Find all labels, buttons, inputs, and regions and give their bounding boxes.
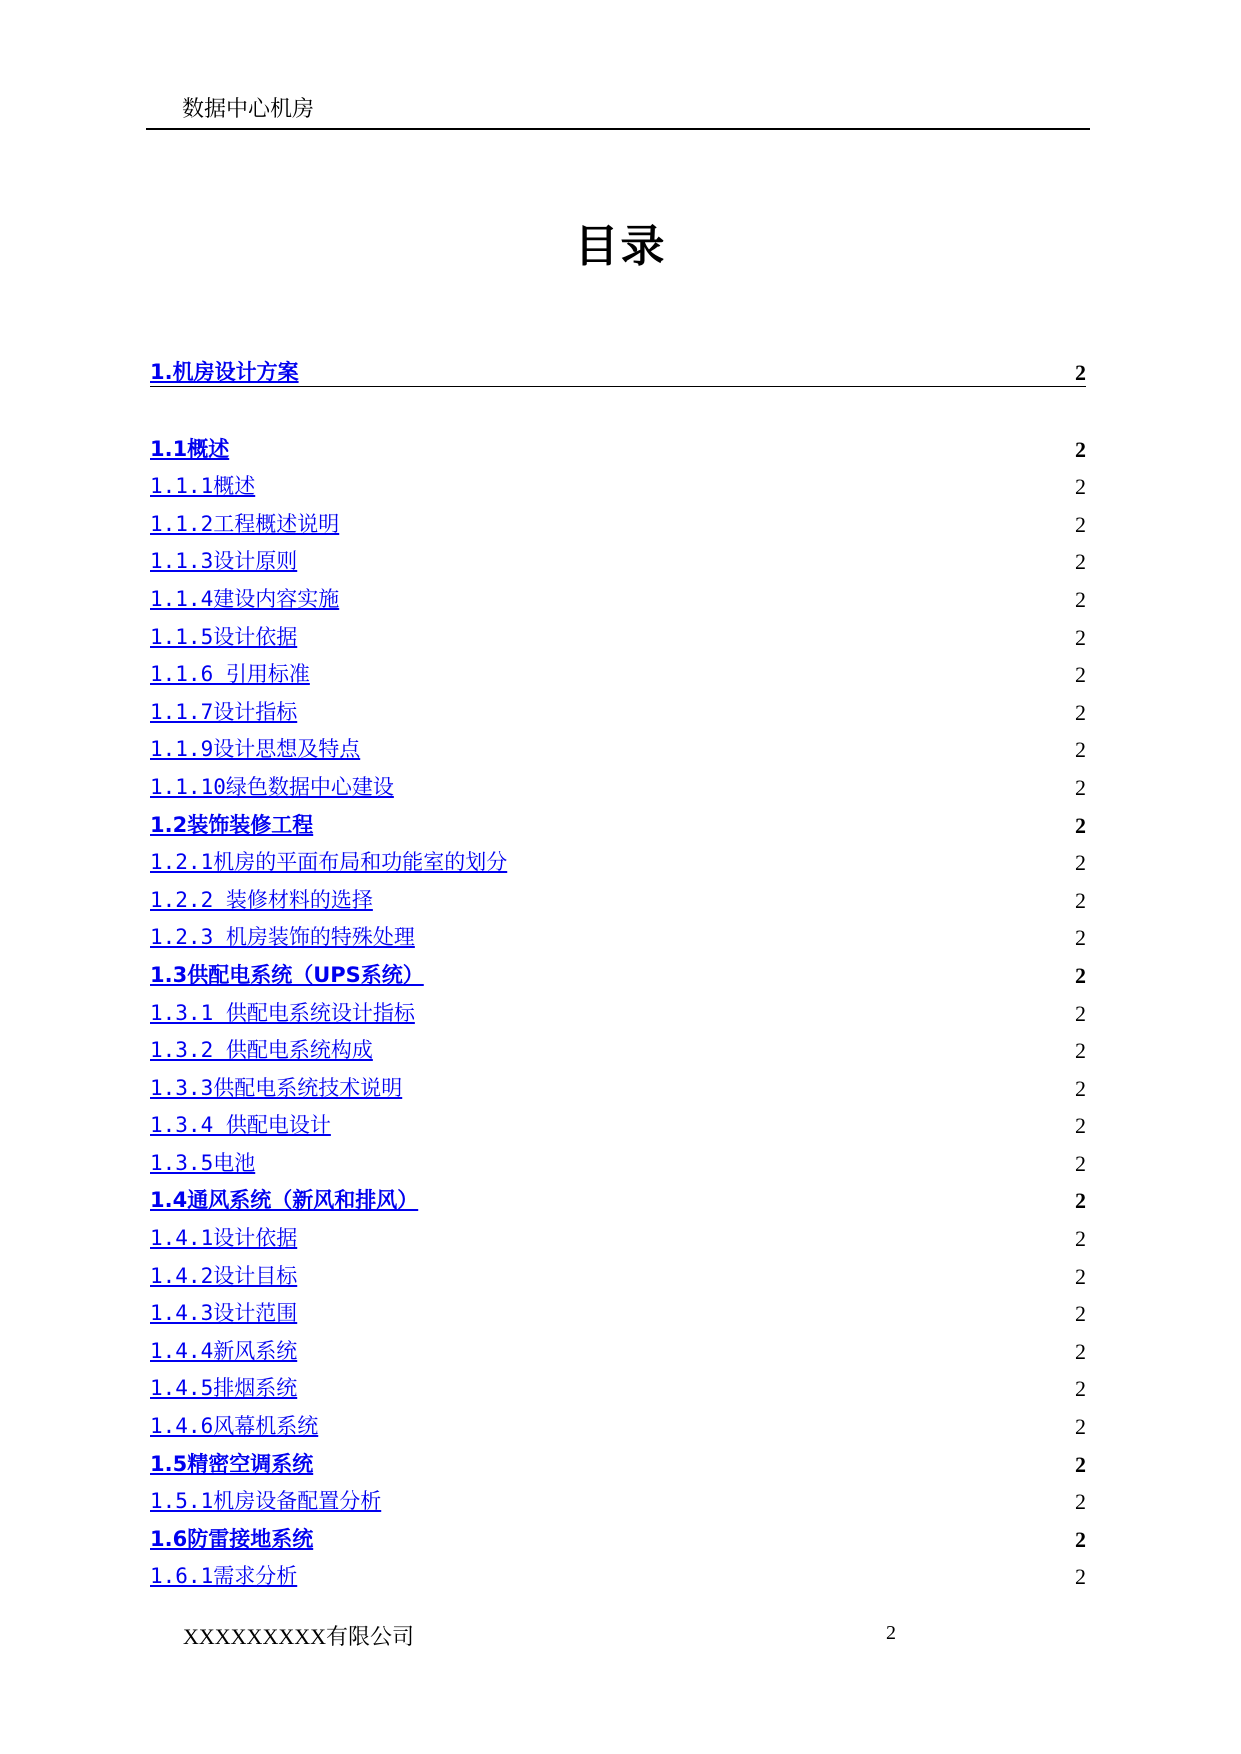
toc-entry-page: 2 [1075, 1376, 1086, 1402]
toc-entry[interactable] [150, 1371, 1086, 1409]
toc-entry-page: 2 [1075, 1263, 1086, 1289]
toc-entry-link[interactable]: 1.4通风系统（新风和排风） [150, 1188, 419, 1213]
toc-entry[interactable] [150, 619, 1086, 657]
toc-entry-link[interactable]: 1.3.1 供配电系统设计指标 [150, 1000, 415, 1025]
toc-entry[interactable] [150, 358, 1086, 387]
toc-entry-link[interactable]: 1.4.6风幕机系统 [150, 1414, 319, 1439]
toc-entry-link[interactable]: 1.4.3设计范围 [150, 1301, 298, 1326]
toc-entry[interactable] [150, 920, 1086, 958]
toc-entry-link[interactable]: 1.机房设计方案 [150, 360, 299, 384]
toc-entry[interactable] [150, 469, 1086, 507]
toc-entry-link[interactable]: 1.1.4建设内容实施 [150, 586, 340, 611]
toc-entry[interactable] [150, 957, 1086, 995]
toc-entry[interactable] [150, 431, 1086, 469]
toc-entry[interactable] [150, 845, 1086, 883]
toc-entry-page: 2 [1075, 1000, 1086, 1026]
toc-entry-page: 2 [1075, 360, 1086, 385]
toc-entry-page: 2 [1075, 662, 1086, 688]
toc-entry[interactable] [150, 1559, 1086, 1597]
toc-entry-link[interactable]: 1.1.5设计依据 [150, 624, 298, 649]
toc-entry[interactable] [150, 1108, 1086, 1146]
toc-entry-link[interactable]: 1.2.1机房的平面布局和功能室的划分 [150, 850, 508, 875]
toc-entry-link[interactable]: 1.1.1概述 [150, 474, 256, 499]
toc-entry-page: 2 [1075, 962, 1086, 988]
toc-entry-page: 2 [1075, 1150, 1086, 1176]
toc-entry[interactable] [150, 1033, 1086, 1071]
toc-entry-link[interactable]: 1.2.3 机房装饰的特殊处理 [150, 925, 415, 950]
toc-entry-link[interactable]: 1.3.4 供配电设计 [150, 1113, 331, 1138]
table-of-contents [150, 358, 1086, 1596]
page-header [146, 88, 1090, 130]
toc-entry-link[interactable]: 1.4.5排烟系统 [150, 1376, 298, 1401]
toc-entry-page: 2 [1075, 1188, 1086, 1214]
toc-entry[interactable] [150, 769, 1086, 807]
toc-entry-page: 2 [1075, 887, 1086, 913]
toc-entry-link[interactable]: 1.5.1机房设备配置分析 [150, 1489, 382, 1514]
toc-entry-page: 2 [1075, 436, 1086, 462]
toc-entry[interactable] [150, 544, 1086, 582]
toc-entry-link[interactable]: 1.3.5电池 [150, 1150, 256, 1175]
toc-entry-link[interactable]: 1.6.1需求分析 [150, 1564, 298, 1589]
toc-entry-link[interactable]: 1.1.2工程概述说明 [150, 511, 340, 536]
toc-entry-page: 2 [1075, 737, 1086, 763]
toc-entry-page: 2 [1075, 1075, 1086, 1101]
toc-entry-page: 2 [1075, 1338, 1086, 1364]
toc-entry[interactable] [150, 1070, 1086, 1108]
toc-entry-link[interactable]: 1.1.3设计原则 [150, 549, 298, 574]
toc-entry-page: 2 [1075, 1564, 1086, 1590]
toc-entry-page: 2 [1075, 1113, 1086, 1139]
toc-entry-page: 2 [1075, 1226, 1086, 1252]
toc-entry-link[interactable]: 1.1.7设计指标 [150, 699, 298, 724]
toc-entry[interactable] [150, 1183, 1086, 1221]
toc-entry-link[interactable]: 1.4.1设计依据 [150, 1226, 298, 1251]
footer-company: XXXXXXXXX有限公司 [183, 1624, 414, 1649]
toc-entry[interactable] [150, 882, 1086, 920]
toc-entry-page: 2 [1075, 624, 1086, 650]
toc-entry-link[interactable]: 1.2装饰装修工程 [150, 812, 314, 837]
toc-entry-page: 2 [1075, 812, 1086, 838]
toc-entry-link[interactable]: 1.1.10绿色数据中心建设 [150, 774, 394, 799]
toc-entry[interactable] [150, 995, 1086, 1033]
toc-entry[interactable] [150, 1145, 1086, 1183]
toc-entry[interactable] [150, 1521, 1086, 1559]
toc-entry-page: 2 [1075, 586, 1086, 612]
toc-entry[interactable] [150, 694, 1086, 732]
toc-entry-link[interactable]: 1.3.3供配电系统技术说明 [150, 1075, 403, 1100]
toc-entry-link[interactable]: 1.2.2 装修材料的选择 [150, 887, 373, 912]
toc-entry-page: 2 [1075, 1301, 1086, 1327]
toc-entry[interactable] [150, 1446, 1086, 1484]
toc-entry-page: 2 [1075, 699, 1086, 725]
toc-entry-page: 2 [1075, 925, 1086, 951]
toc-entry-link[interactable]: 1.6防雷接地系统 [150, 1526, 314, 1551]
toc-entry[interactable] [150, 1484, 1086, 1522]
toc-entry-link[interactable]: 1.5精密空调系统 [150, 1451, 314, 1476]
toc-entry-link[interactable]: 1.1.6 引用标准 [150, 662, 310, 687]
toc-entry[interactable] [150, 1220, 1086, 1258]
toc-entry-page: 2 [1075, 1489, 1086, 1515]
toc-entry-page: 2 [1075, 850, 1086, 876]
toc-entry-page: 2 [1075, 549, 1086, 575]
toc-entry[interactable] [150, 1258, 1086, 1296]
toc-entry-page: 2 [1075, 511, 1086, 537]
toc-entry-link[interactable]: 1.4.4新风系统 [150, 1338, 298, 1363]
toc-entry-page: 2 [1075, 1038, 1086, 1064]
toc-entry[interactable] [150, 657, 1086, 695]
toc-entry[interactable] [150, 807, 1086, 845]
header-title: 数据中心机房 [182, 97, 315, 122]
toc-entry-page: 2 [1075, 474, 1086, 500]
toc-entry-page: 2 [1075, 1451, 1086, 1477]
toc-entry-page: 2 [1075, 1526, 1086, 1552]
toc-entry-link[interactable]: 1.1.9设计思想及特点 [150, 737, 361, 762]
toc-entry[interactable] [150, 732, 1086, 770]
footer-page-number: 2 [886, 1622, 896, 1644]
toc-entry[interactable] [150, 581, 1086, 619]
toc-entry[interactable] [150, 1296, 1086, 1334]
toc-entry-link[interactable]: 1.1概述 [150, 436, 230, 461]
toc-entry[interactable] [150, 506, 1086, 544]
toc-entry-page: 2 [1075, 774, 1086, 800]
toc-title: 目录 [574, 221, 667, 272]
toc-entry[interactable] [150, 1333, 1086, 1371]
toc-entry-link[interactable]: 1.3供配电系统（UPS系统） [150, 962, 424, 987]
toc-entry-page: 2 [1075, 1414, 1086, 1440]
toc-entry-link[interactable]: 1.4.2设计目标 [150, 1263, 298, 1288]
toc-entry-link[interactable]: 1.3.2 供配电系统构成 [150, 1038, 373, 1063]
toc-entry[interactable] [150, 1408, 1086, 1446]
